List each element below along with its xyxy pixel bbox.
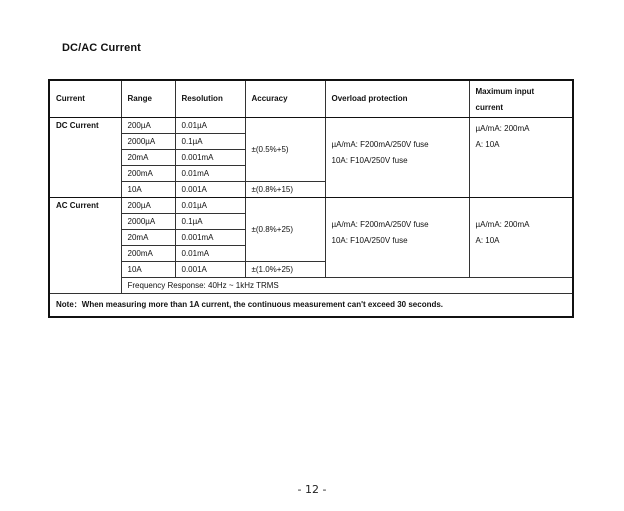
- dc-current-label: DC Current: [49, 118, 121, 198]
- dc-range-cell: 2000µA: [121, 134, 175, 150]
- dc-resolution-cell: 0.001mA: [175, 150, 245, 166]
- ac-range-cell: 2000µA: [121, 214, 175, 230]
- ac-overload-cell: [325, 198, 469, 278]
- ac-resolution-cell: 0.001A: [175, 262, 245, 278]
- dc-range-cell: 200µA: [121, 118, 175, 134]
- ac-resolution-cell: 0.01µA: [175, 198, 245, 214]
- dc-overload-cell: [325, 118, 469, 198]
- table-row: [49, 278, 573, 294]
- header-range: Range: [121, 80, 175, 118]
- header-max-input-line1: Maximum input: [475, 87, 535, 96]
- dc-max-line1: µA/mA: 200mA: [475, 124, 530, 133]
- header-max-input-line2: current: [475, 103, 504, 112]
- table-row: [49, 118, 573, 134]
- ac-current-label: AC Current: [49, 198, 121, 294]
- dc-max-input-cell: [469, 118, 573, 198]
- ac-range-cell: 10A: [121, 262, 175, 278]
- ac-frequency-response: Frequency Response: 40Hz ~ 1kHz TRMS: [121, 278, 573, 294]
- header-current: Current: [49, 80, 121, 118]
- ac-resolution-cell: 0.1µA: [175, 214, 245, 230]
- ac-overload-line1: µA/mA: F200mA/250V fuse: [331, 220, 429, 229]
- dc-range-cell: 10A: [121, 182, 175, 198]
- ac-resolution-cell: 0.001mA: [175, 230, 245, 246]
- ac-range-cell: 200mA: [121, 246, 175, 262]
- ac-range-cell: 20mA: [121, 230, 175, 246]
- dc-range-cell: 20mA: [121, 150, 175, 166]
- header-max-input: [469, 80, 573, 118]
- ac-max-input-cell: [469, 198, 573, 278]
- dc-resolution-cell: 0.01mA: [175, 166, 245, 182]
- ac-accuracy-10a: ±(1.0%+25): [245, 262, 325, 278]
- note-text: Note：When measuring more than 1A current, the continuous measurement can't exceed 30 seconds.: [49, 294, 573, 318]
- dc-accuracy-main: ±(0.5%+5): [245, 118, 325, 182]
- dc-range-cell: 200mA: [121, 166, 175, 182]
- ac-max-line2: A: 10A: [475, 236, 500, 245]
- dc-resolution-cell: 0.1µA: [175, 134, 245, 150]
- header-overload: Overload protection: [325, 80, 469, 118]
- ac-accuracy-main: ±(0.8%+25): [245, 198, 325, 262]
- dc-resolution-cell: 0.01µA: [175, 118, 245, 134]
- current-spec-table: [48, 79, 574, 318]
- note-row: [49, 294, 573, 318]
- dc-resolution-cell: 0.001A: [175, 182, 245, 198]
- ac-range-cell: 200µA: [121, 198, 175, 214]
- table-header-row: [49, 80, 573, 118]
- dc-overload-line1: µA/mA: F200mA/250V fuse: [331, 140, 429, 149]
- ac-resolution-cell: 0.01mA: [175, 246, 245, 262]
- ac-max-line1: µA/mA: 200mA: [475, 220, 530, 229]
- page-number: - 12 -: [297, 483, 327, 496]
- table-row: [49, 198, 573, 214]
- section-title: DC/AC Current: [62, 42, 141, 54]
- dc-accuracy-10a: ±(0.8%+15): [245, 182, 325, 198]
- dc-overload-line2: 10A: F10A/250V fuse: [331, 156, 408, 165]
- ac-overload-line2: 10A: F10A/250V fuse: [331, 236, 408, 245]
- header-accuracy: Accuracy: [245, 80, 325, 118]
- header-resolution: Resolution: [175, 80, 245, 118]
- dc-max-line2: A: 10A: [475, 140, 500, 149]
